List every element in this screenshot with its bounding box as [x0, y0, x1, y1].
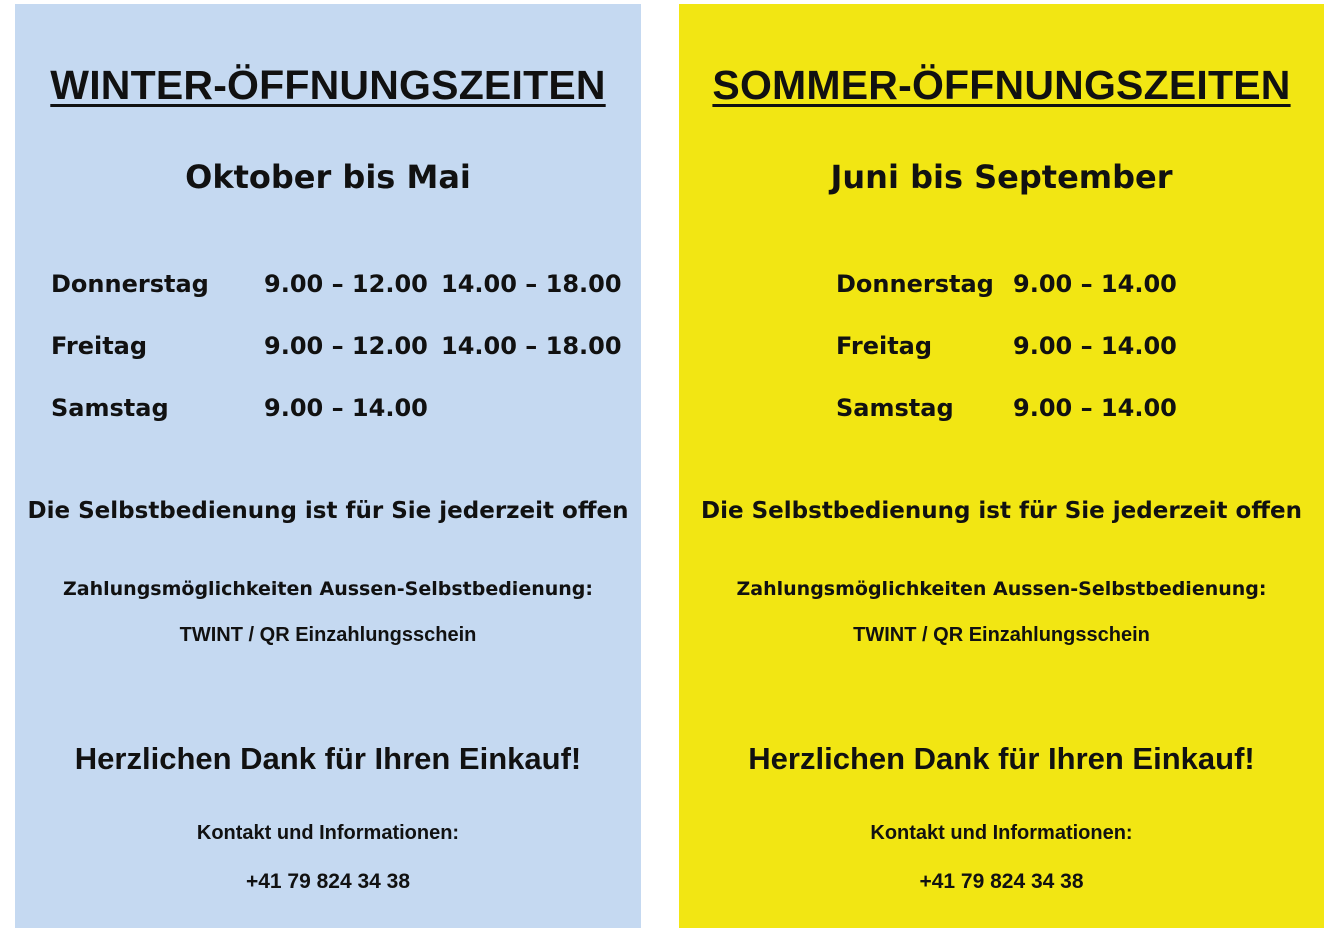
weekday-label: Samstag: [836, 394, 954, 422]
payment-methods: TWINT / QR Einzahlungsschein: [853, 624, 1150, 646]
weekday-label: Donnerstag: [51, 270, 209, 298]
summer-period: Juni bis September: [830, 158, 1173, 196]
thank-you-message: Herzlichen Dank für Ihren Einkauf!: [748, 741, 1255, 776]
weekday-label: Donnerstag: [836, 270, 994, 298]
weekday-label: Freitag: [51, 332, 148, 360]
payment-options-label: Zahlungsmöglichkeiten Aussen-Selbstbedienung:: [736, 578, 1267, 600]
contact-label: Kontakt und Informationen:: [870, 822, 1133, 844]
morning-hours: 9.00 – 12.00: [264, 332, 428, 360]
morning-hours: 9.00 – 12.00: [264, 270, 428, 298]
thank-you-message: Herzlichen Dank für Ihren Einkauf!: [74, 741, 582, 776]
opening-hours: 9.00 – 14.00: [1013, 270, 1177, 298]
winter-title: WINTER-ÖFFNUNGSZEITEN: [50, 62, 606, 108]
summer-title: SOMMER-ÖFFNUNGSZEITEN: [712, 62, 1291, 108]
summer-hours-panel: [679, 4, 1324, 928]
payment-options-label: Zahlungsmöglichkeiten Aussen-Selbstbedienung:: [63, 578, 593, 600]
winter-hours-panel: [15, 4, 641, 928]
afternoon-hours: 14.00 – 18.00: [441, 270, 622, 298]
morning-hours: 9.00 – 14.00: [264, 394, 428, 422]
phone-number: +41 79 824 34 38: [919, 870, 1084, 893]
contact-label: Kontakt und Informationen:: [196, 822, 460, 844]
afternoon-hours: 14.00 – 18.00: [441, 332, 622, 360]
self-service-note: Die Selbstbedienung ist für Sie jederzeit offen: [701, 498, 1302, 524]
opening-hours: 9.00 – 14.00: [1013, 332, 1177, 360]
self-service-note: Die Selbstbedienung ist für Sie jederzeit offen: [27, 498, 629, 524]
phone-number: +41 79 824 34 38: [245, 870, 411, 893]
winter-period: Oktober bis Mai: [185, 158, 471, 196]
weekday-label: Freitag: [836, 332, 933, 360]
payment-methods: TWINT / QR Einzahlungsschein: [179, 624, 477, 646]
weekday-label: Samstag: [51, 394, 169, 422]
opening-hours: 9.00 – 14.00: [1013, 394, 1177, 422]
